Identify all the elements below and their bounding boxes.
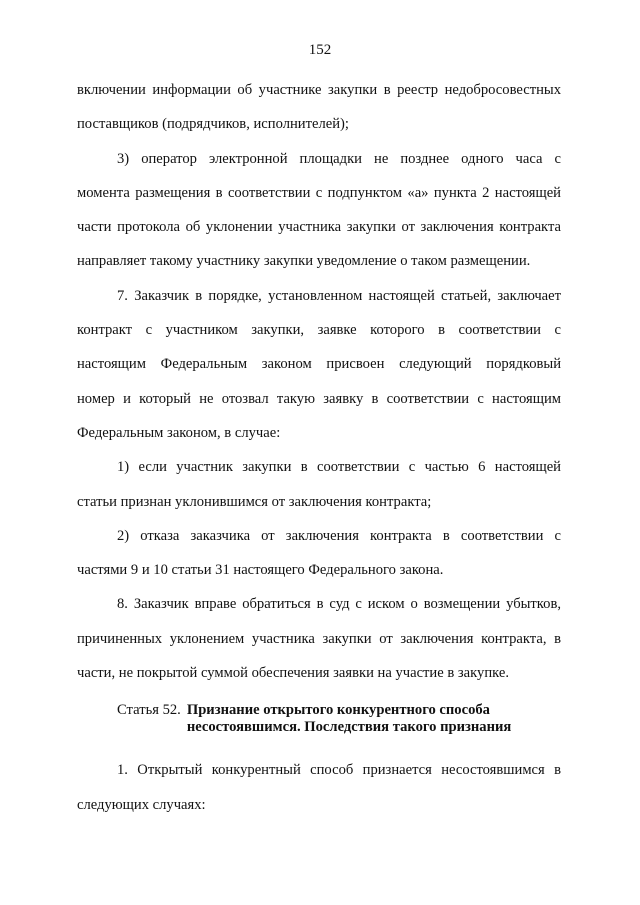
paragraph-item-3-operator [77,142,561,279]
text-line: Федеральным законом, в случае: [77,424,281,441]
paragraph-part-7 [77,279,561,450]
text-line: 3) оператор электронной площадки не позднее одного часа с [117,150,561,167]
text-line: направляет такому участнику закупки уведомление о таком размещении. [77,253,531,270]
paragraph-part-7-item-1 [77,450,561,519]
text-line: номер и который не отозвал такую заявку в соответствии с настоящим [77,390,561,407]
paragraph-article-52-part-1 [77,753,561,822]
text-line: 1. Открытый конкурентный способ признается несостоявшимся в [117,762,561,779]
text-line: 1) если участник закупки в соответствии с частью 6 настоящей [117,459,561,476]
text-line: частями 9 и 10 статьи 31 настоящего Федерального закона. [77,562,444,579]
article-title-line: несостоявшимся. Последствия такого признания [186,719,512,736]
paragraph-registry-continuation [77,73,561,142]
text-line: настоящим Федеральным законом присвоен следующий порядковый [77,356,561,373]
text-line: 2) отказа заказчика от заключения контракта в соответствии с [117,527,561,544]
text-line: 8. Заказчик вправе обратиться в суд с иском о возмещении убытков, [117,596,561,613]
paragraph-part-7-item-2 [77,519,561,588]
text-line: момента размещения в соответствии с подпунктом «а» пункта 2 настоящей [77,184,561,201]
text-line: контракт с участником закупки, заявке которого в соответствии с [77,322,561,339]
text-line: статьи признан уклонившимся от заключения контракта; [77,493,432,510]
article-title [187,702,511,736]
article-title-line: Признание открытого конкурентного способа [186,702,490,719]
page-number: 152 [308,42,332,58]
text-line: следующих случаях: [77,796,206,813]
text-line: причиненных уклонением участника закупки от заключения контракта, в [77,630,561,647]
text-line: 7. Заказчик в порядке, установленном настоящей статьей, заключает [117,287,561,304]
article-heading [117,702,561,736]
text-line: части протокола об уклонении участника закупки от заключения контракта [77,219,561,236]
article-label: Статья 52. [117,702,181,719]
paragraph-part-8 [77,587,561,690]
text-line: части, не покрытой суммой обеспечения заявки на участие в закупке. [77,665,509,682]
text-line: поставщиков (подрядчиков, исполнителей); [77,116,349,133]
text-line: включении информации об участнике закупки в реестр недобросовестных [77,82,561,98]
document-body [77,73,561,822]
